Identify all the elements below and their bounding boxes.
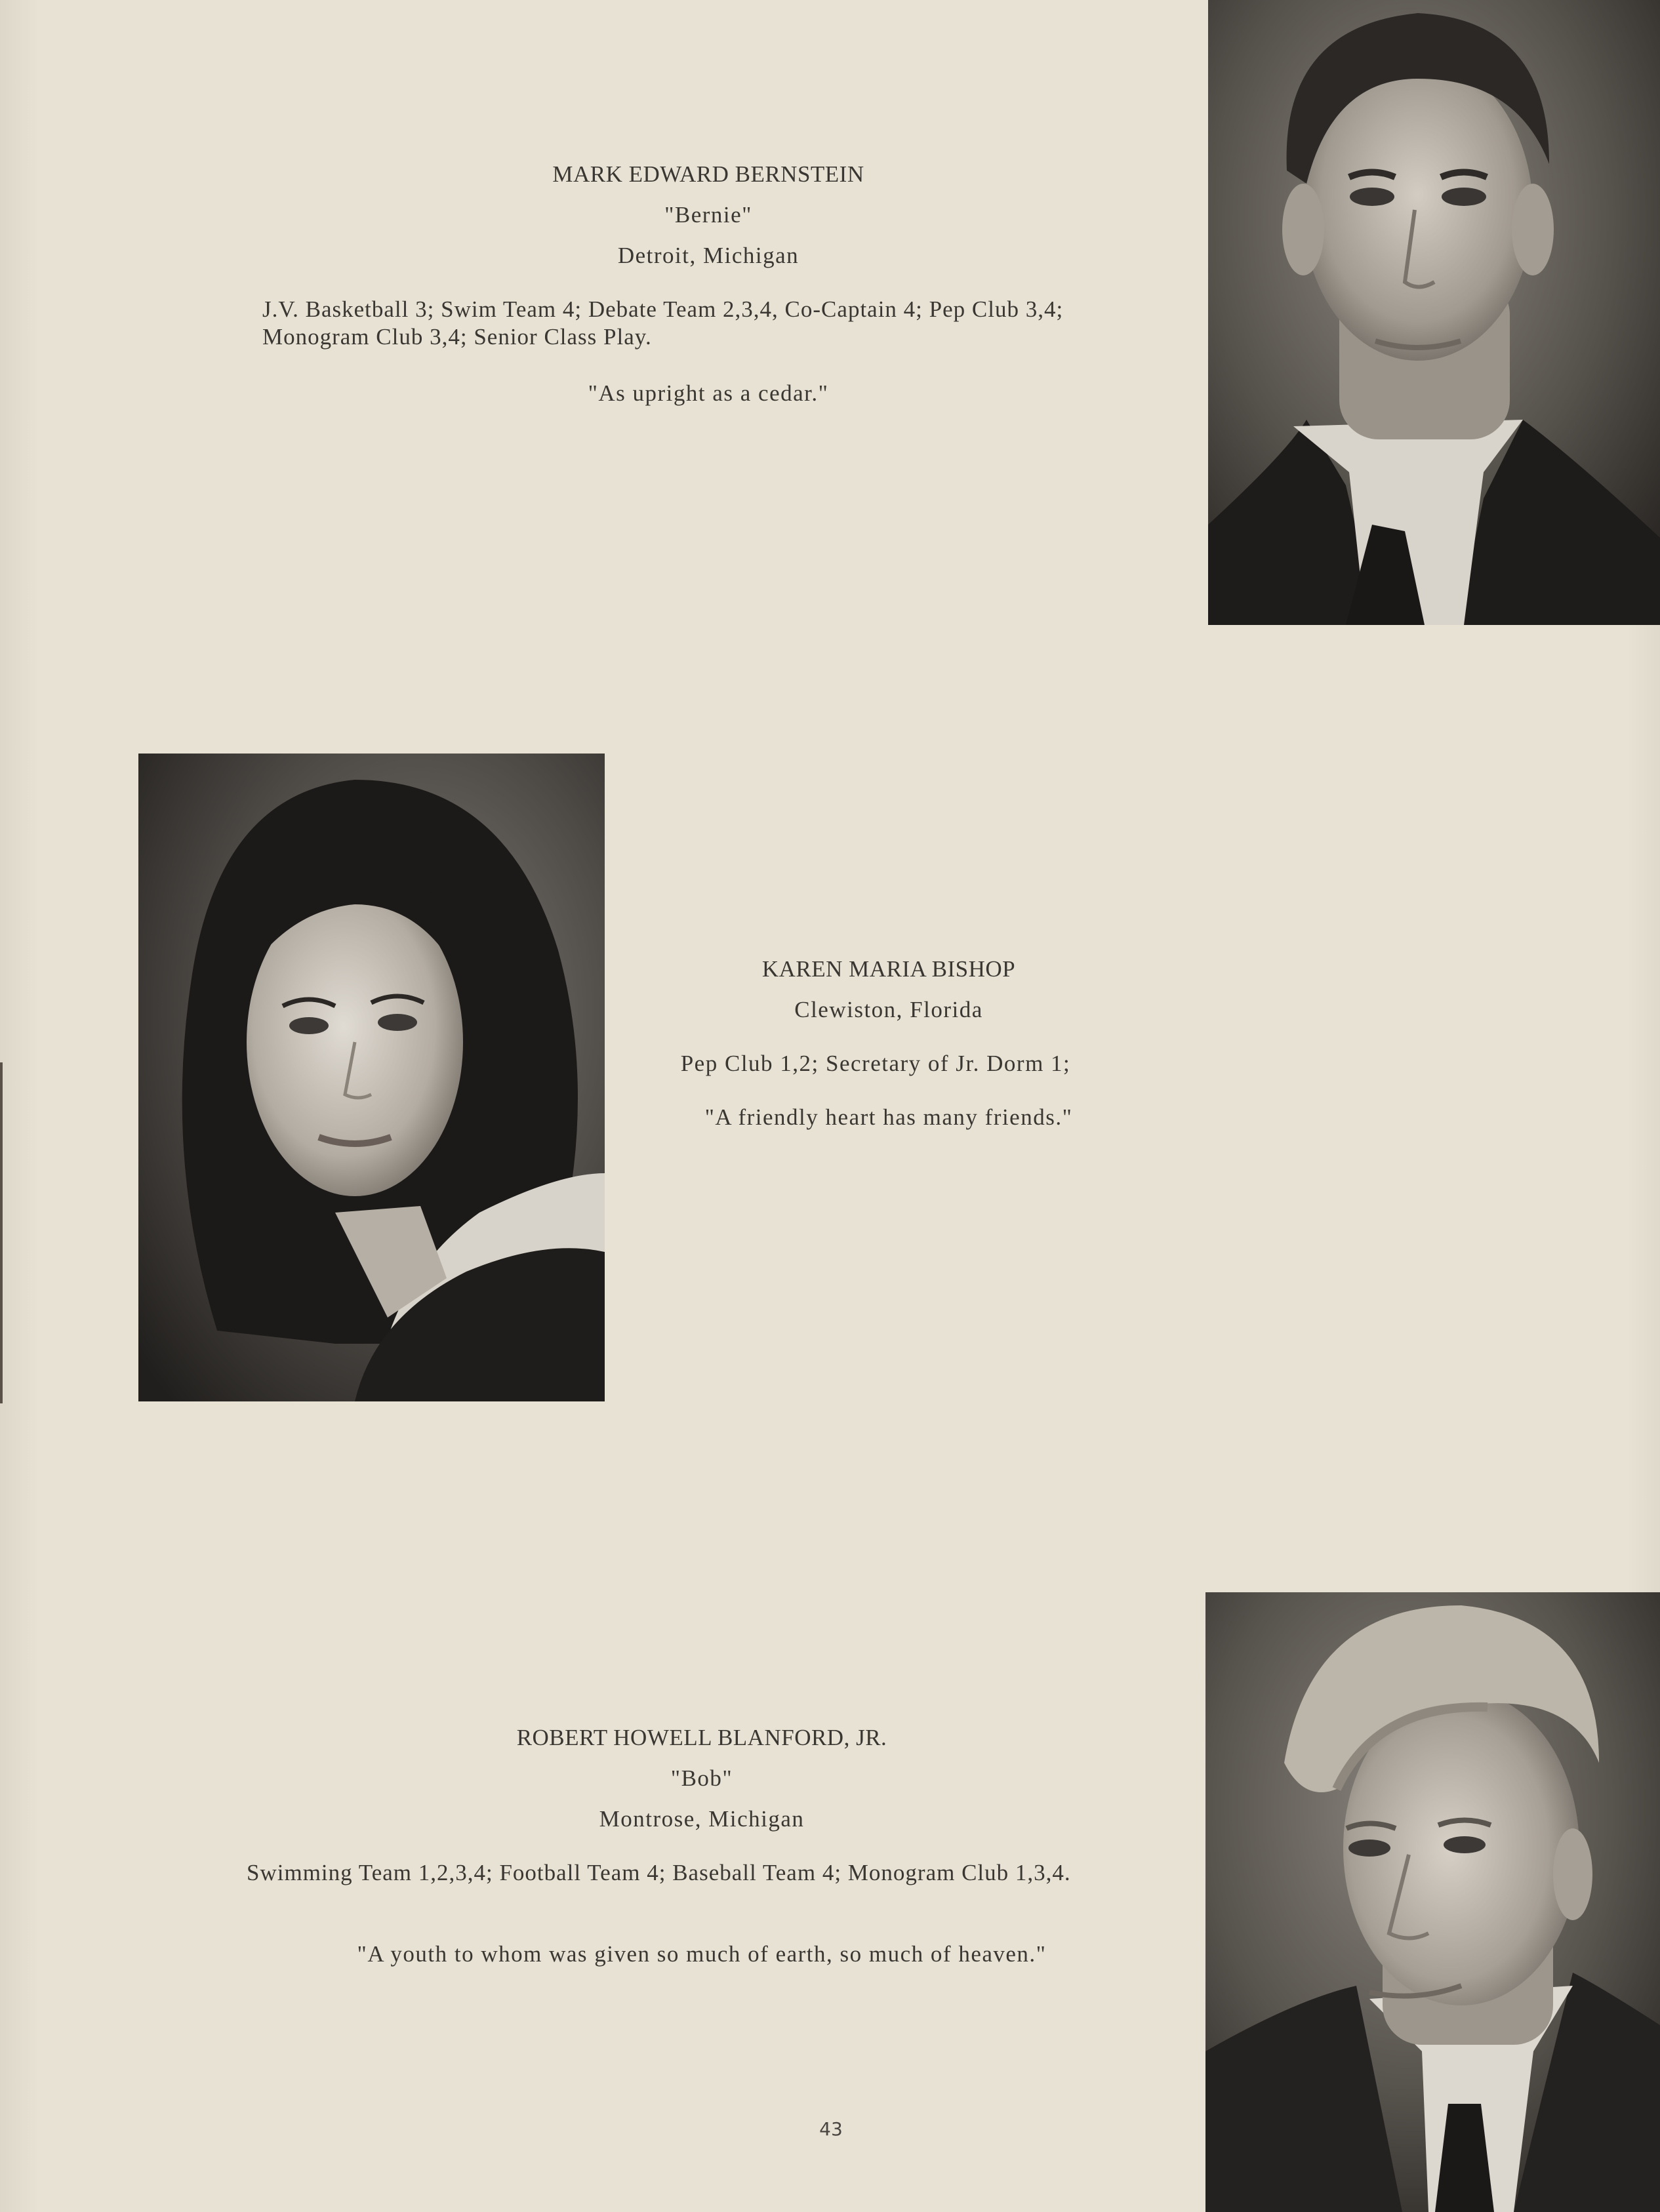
student-name: MARK EDWARD BERNSTEIN <box>552 161 864 187</box>
portrait-male-2-image <box>1205 1592 1660 2212</box>
page-number: 43 <box>819 2118 843 2140</box>
portrait-photo-bernstein <box>1208 0 1660 625</box>
student-quote: "A youth to whom was given so much of earth, so much of heaven." <box>357 1941 1047 1967</box>
student-quote: "A friendly heart has many friends." <box>704 1104 1073 1130</box>
student-name: ROBERT HOWELL BLANFORD, JR. <box>516 1725 887 1750</box>
student-hometown: Clewiston, Florida <box>794 997 983 1022</box>
student-hometown: Montrose, Michigan <box>599 1806 805 1832</box>
student-nickname: "Bob" <box>670 1765 733 1791</box>
student-activities: Swimming Team 1,2,3,4; Football Team 4; Baseball Team 4; Monogram Club 1,3,4. <box>247 1860 1071 1885</box>
binding-edge <box>0 1062 3 1403</box>
student-name: KAREN MARIA BISHOP <box>761 956 1016 982</box>
student-activities: Pep Club 1,2; Secretary of Jr. Dorm 1; <box>680 1051 1071 1076</box>
student-activities: J.V. Basketball 3; Swim Team 4; Debate Team 2,3,4, Co-Captain 4; Pep Club 3,4; Monogram Club 3,4; Senior Class Play. <box>262 296 1064 350</box>
portrait-photo-blanford <box>1205 1592 1660 2212</box>
student-nickname: "Bernie" <box>664 202 752 228</box>
portrait-photo-bishop <box>138 754 605 1401</box>
portrait-female-image <box>138 754 605 1401</box>
portrait-male-1-image <box>1208 0 1660 625</box>
student-hometown: Detroit, Michigan <box>617 243 800 268</box>
student-quote: "As upright as a cedar." <box>588 380 829 406</box>
